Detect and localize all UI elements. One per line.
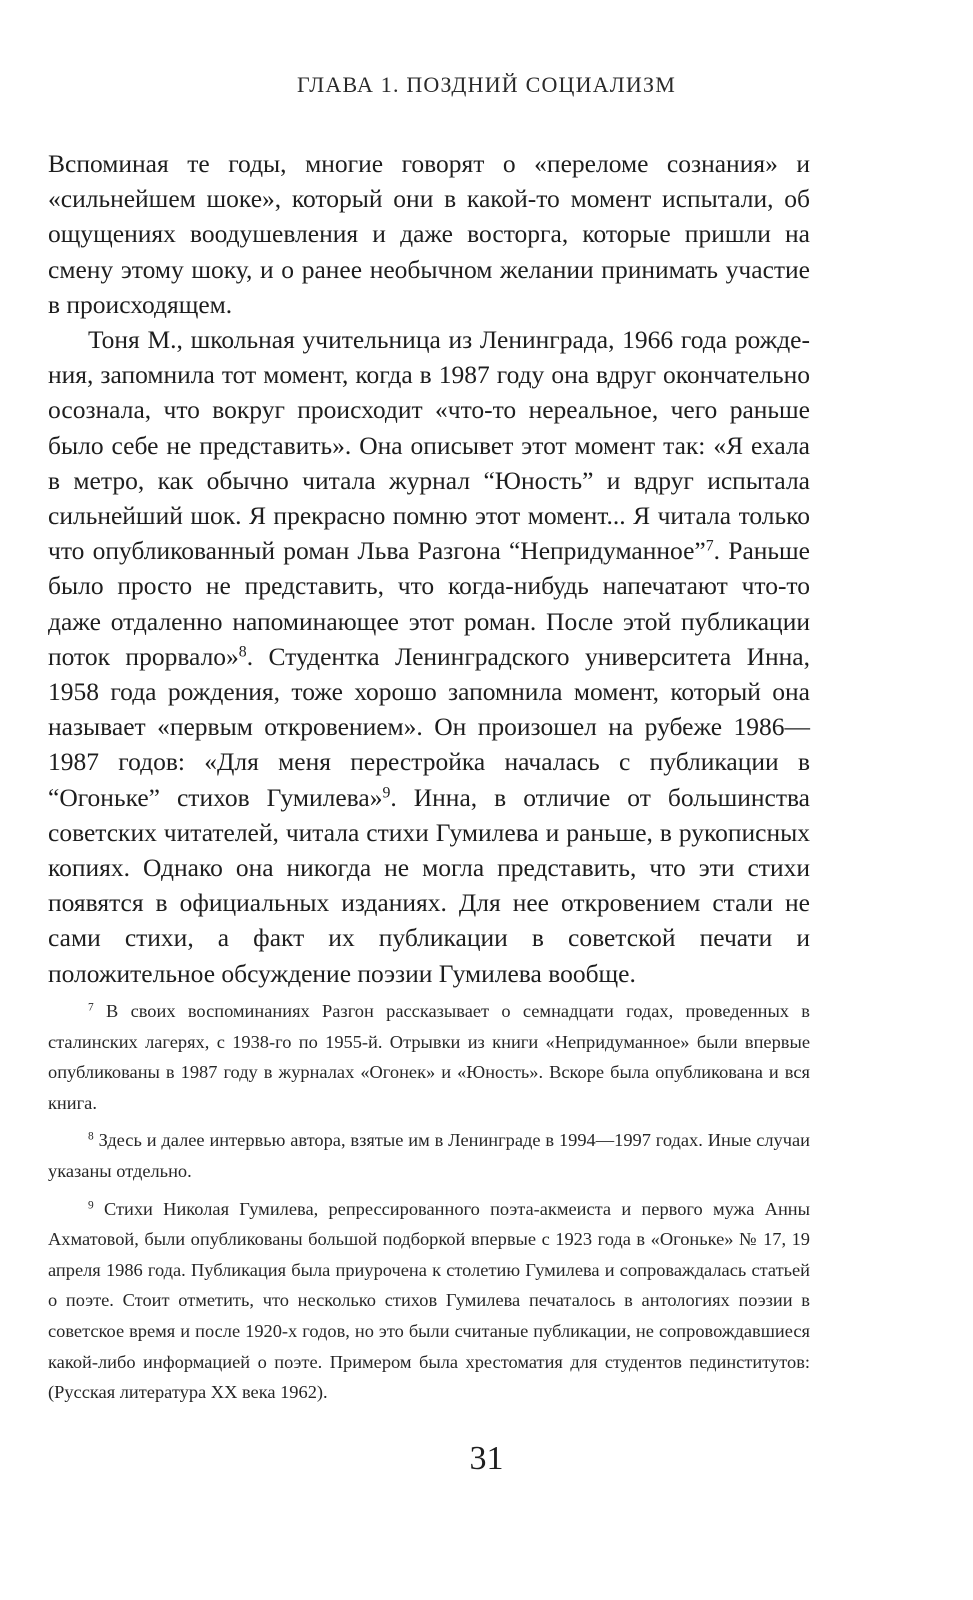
- footnote-mark: 7: [88, 1001, 94, 1014]
- paragraph-2-part-c: . Студентка Ленинградского университета Инна, 1958 года рождения, тоже хорошо запомнила момент, который она называет «первым откровением». Он произошел на рубеже 1986—1987 годов: «Для меня перестройка началась с публикации в “Огоньке” стихов Гумилева»: [48, 641, 810, 812]
- running-head: ГЛАВА 1. ПОЗДНИЙ СОЦИАЛИЗМ: [297, 72, 676, 97]
- paragraph-2-part-b: . Раньше было просто не представить, что когда-нибудь напечатают что-то даже отдаленно напоминающее этот роман. После этой публикации поток прорвало»: [48, 536, 810, 671]
- paragraph-2: [48, 322, 810, 991]
- paragraph-1: Вспоминая те годы, многие говорят о «переломе сознания» и «сильнейшем шоке», который они в какой-то момент испытали, об ощущениях воодушевления и даже восторга, которые пришли на смену этому шоку, и о ранее необычном желании принимать участие в происходящем.: [48, 149, 810, 319]
- footnote-ref-9[interactable]: 9: [382, 783, 391, 801]
- footnotes: [48, 996, 810, 1415]
- footnote-ref-7[interactable]: 7: [705, 537, 714, 555]
- footnote-ref-8[interactable]: 8: [238, 643, 247, 661]
- main-text: [48, 146, 810, 991]
- paragraph-2-part-a: Тоня М., школьная учительница из Ленинграда, 1966 года рождения, запомнила тот момент, когда в 1987 году она вдруг окончательно осознала, что вокруг происходит «что-то нереальное, чего раньше было себе не представить». Она описывет этот момент так: «Я ехала в метро, как обычно читала журнал “Юность” и вдруг испытала сильнейший шок. Я прекрасно помню этот момент... Я читала только что опубликованный роман Льва Разгона “Непридуманное”: [48, 325, 810, 566]
- footnote-text: Стихи Николая Гумилева, репрессированного поэта-акмеиста и первого мужа Анны Ахматовой, были опубликованы большой подборкой впервые с 1923 года в «Огоньке» № 17, 19 апреля 1986 года. Публикация была приурочена к столетию Гумилева и сопроваждалась статьей о поэте. Стоит отметить, что несколько стихов Гумилева печаталось в антологиях поэзии в советское время и после 1920-х годов, но это были считаные публикации, не сопровождавшиеся какой-либо информацией о поэте. Примером была хрестоматия для студентов пединститутов: (Русская литература XX века 1962).: [48, 1198, 810, 1403]
- footnote-mark: 8: [88, 1131, 94, 1144]
- footnote-8: [48, 1125, 810, 1186]
- footnote-7: [48, 996, 810, 1118]
- footnote-text: В своих воспоминаниях Разгон рассказывает о семнадцати годах, проведенных в сталинских лагерях, с 1938-го по 1955-й. Отрывки из книги «Непридуманное» были впервые опубликованы в 1987 году в журналах «Огонек» и «Юность». Вскоре была опубликована и вся книга.: [48, 1001, 810, 1113]
- footnote-9: [48, 1194, 810, 1408]
- footnote-mark: 9: [88, 1199, 94, 1212]
- paragraph-2-part-d: . Инна, в отличие от большинства советских читателей, читала стихи Гумилева и раньше, в рукописных копиях. Однако она никогда не могла представить, что эти стихи появятся в официальных изданиях. Для нее откровением стали не сами стихи, а факт их публикации в советской печати и положительное обсуждение поэзии Гумилева вообще.: [48, 782, 810, 988]
- page-number: 31: [469, 1440, 504, 1477]
- footnote-text: Здесь и далее интервью автора, взятые им в Ленинграде в 1994—1997 годах. Иные случаи указаны отдельно.: [48, 1130, 810, 1181]
